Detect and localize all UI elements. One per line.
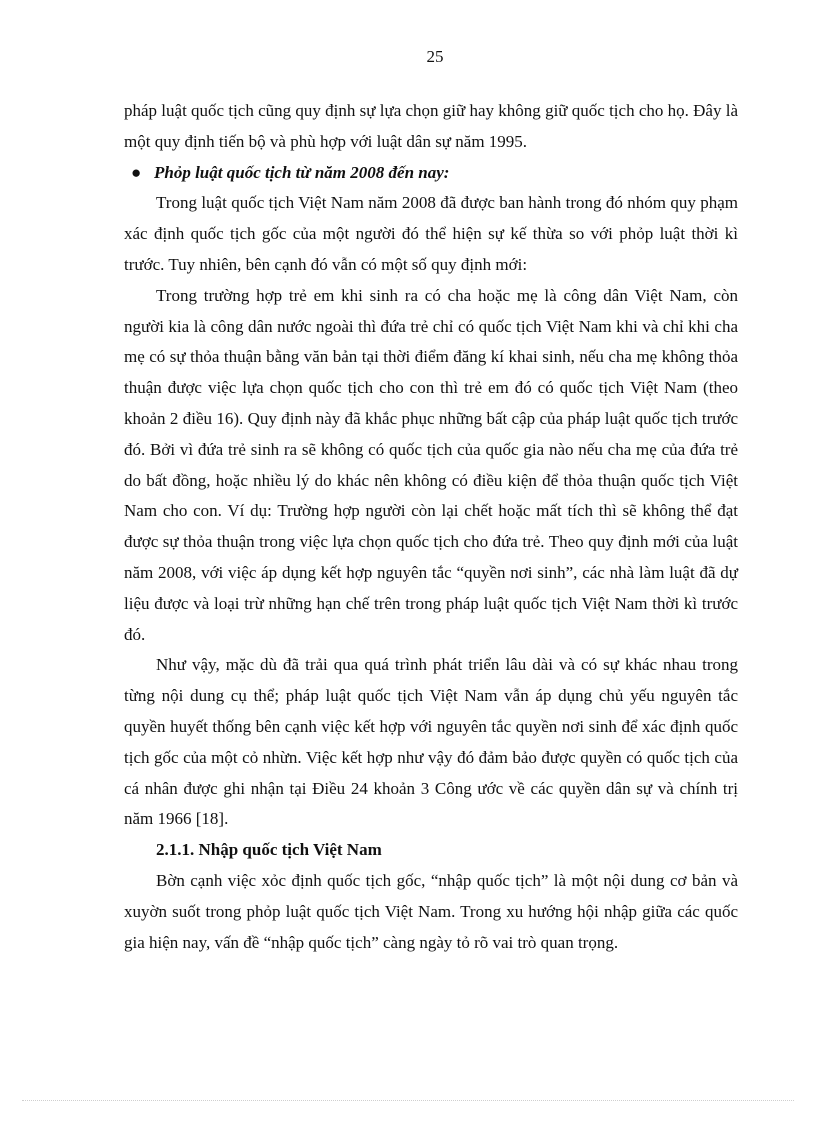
- paragraph-continuation: pháp luật quốc tịch cũng quy định sự lựa chọn giữ hay không giữ quốc tịch cho họ. Đây là một quy định tiến bộ và phù hợp với luật dân sự năm 1995.: [124, 101, 738, 151]
- paragraph-naturalization: Bờn cạnh việc xỏc định quốc tịch gốc, “nhập quốc tịch” là một nội dung cơ bản và xuyờn suốt trong phỏp luật quốc tịch Việt Nam. Trong xu hướng hội nhập giữa các quốc gia hiện nay, vấn đề “nhập quốc tịch” càng ngày tỏ rõ vai trò quan trọng.: [124, 870, 738, 952]
- paragraph-child-nationality: Trong trường hợp trẻ em khi sinh ra có cha hoặc mẹ là công dân Việt Nam, còn người kia là công dân nước ngoài thì đứa trẻ chỉ có quốc tịch Việt Nam khi và chỉ khi cha mẹ có sự thỏa thuận bằng văn bản tại thời điểm đăng kí khai sinh, nếu cha mẹ không thỏa thuận được việc lựa chọn quốc tịch cho con thì trẻ em đó có quốc tịch Việt Nam (theo khoản 2 điều 16). Quy định này đã khắc phục những bất cập của pháp luật quốc tịch trước đó. Bởi vì đứa trẻ sinh ra sẽ không có quốc tịch của quốc gia nào nếu cha mẹ của đứa trẻ do bất đồng, hoặc nhiều lý do khác nên không có điều kiện để thỏa thuận quốc tịch Việt Nam cho con. Ví dụ: Trường hợp người còn lại chết hoặc mất tích thì sẽ không thể đạt được sự thỏa thuận trong việc lựa chọn quốc tịch cho đứa trẻ. Theo quy định mới của luật năm 2008, với việc áp dụng kết hợp nguyên tắc “quyền nơi sinh”, các nhà làm luật đã dự liệu được và loại trừ những hạn chế trên trong pháp luật quốc tịch Việt Nam thời kì trước đó.: [124, 285, 738, 644]
- paragraph-law-2008: Trong luật quốc tịch Việt Nam năm 2008 đã được ban hành trong đó nhóm quy phạm xác định quốc tịch gốc của một người đó thể hiện sự kế thừa so với phỏp luật thời kì trước. Tuy nhiên, bên cạnh đó vẫn có một số quy định mới:: [124, 193, 738, 274]
- bullet-heading-text: Phỏp luật quốc tịch từ năm 2008 đến nay:: [154, 162, 450, 182]
- section-heading: 2.1.1. Nhập quốc tịch Việt Nam: [156, 840, 382, 860]
- page-bottom-border: [22, 1100, 794, 1101]
- page-number: 25: [426, 47, 444, 66]
- document-body: [124, 96, 738, 958]
- bullet-heading: [124, 158, 738, 189]
- paragraph-summary: Như vậy, mặc dù đã trải qua quá trình phát triển lâu dài và có sự khác nhau trong từng nội dung cụ thể; pháp luật quốc tịch Việt Nam vẫn áp dụng chủ yếu nguyên tắc quyền huyết thống bên cạnh việc kết hợp với nguyên tắc quyền nơi sinh để xác định quốc tịch gốc của một cỏ nhừn. Việc kết hợp như vậy đó đảm bảo được quyền có quốc tịch của cá nhân được ghi nhận tại Điều 24 khoản 3 Công ước về các quyền dân sự và chính trị năm 1966 [18].: [124, 655, 738, 829]
- bullet-icon: ●: [131, 162, 142, 182]
